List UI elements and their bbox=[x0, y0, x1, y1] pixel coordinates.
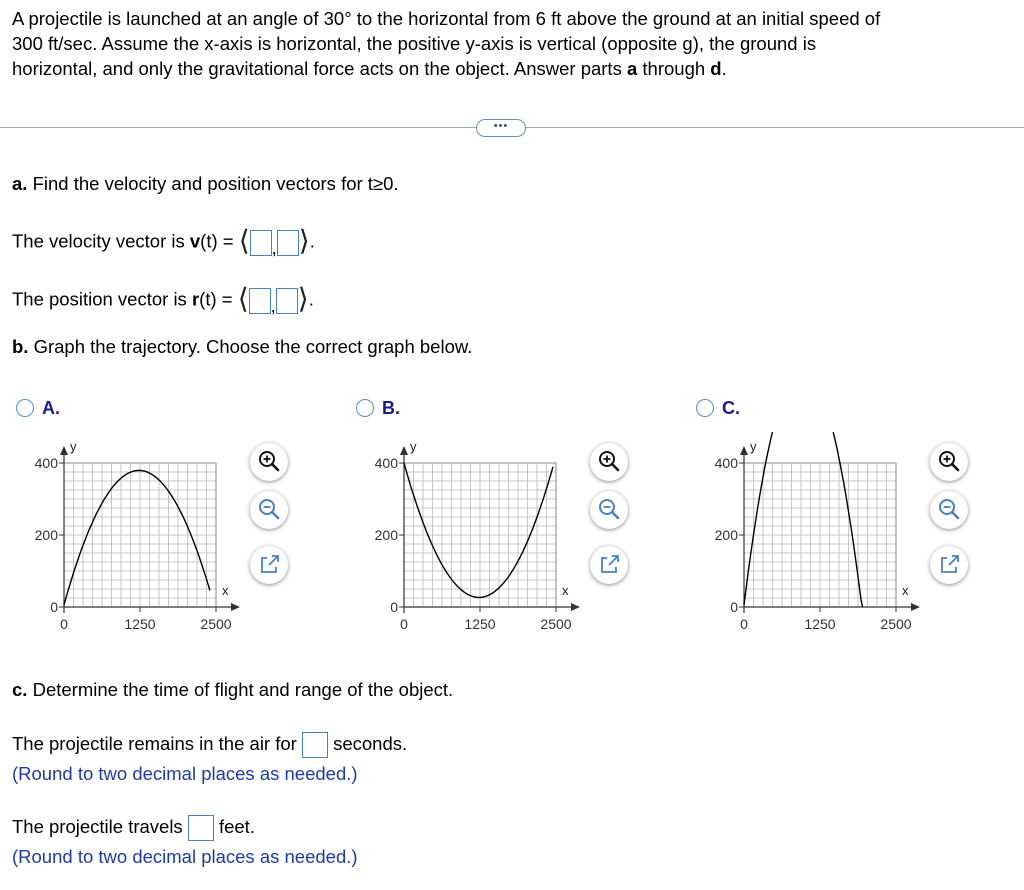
y-tick-label: 200 bbox=[34, 527, 58, 543]
y-tick-label: 400 bbox=[714, 455, 738, 471]
option-a[interactable]: A. bbox=[16, 398, 60, 419]
option-a-radio[interactable] bbox=[16, 399, 34, 417]
show-more-button[interactable]: ••• bbox=[476, 119, 526, 137]
x-tick-label: 2500 bbox=[200, 616, 232, 632]
x-tick-label: 1250 bbox=[464, 616, 496, 632]
pop-out-icon[interactable] bbox=[930, 546, 968, 584]
x-tick-label: 2500 bbox=[540, 616, 572, 632]
pop-out-icon[interactable] bbox=[250, 546, 288, 584]
round-note-2: (Round to two decimal places as needed.) bbox=[12, 846, 358, 867]
y-tick-label: 0 bbox=[390, 599, 398, 615]
zoom-out-icon[interactable] bbox=[250, 491, 288, 529]
range-input[interactable] bbox=[188, 815, 214, 841]
y-tick-label: 0 bbox=[50, 599, 58, 615]
zoom-out-icon[interactable] bbox=[590, 491, 628, 529]
trajectory-curve bbox=[64, 470, 210, 604]
x-tick-label: 1250 bbox=[804, 616, 836, 632]
x-tick-label: 0 bbox=[60, 616, 68, 632]
x-axis-label: x bbox=[902, 583, 909, 598]
y-axis-arrow bbox=[400, 446, 408, 455]
y-tick-label: 400 bbox=[34, 455, 58, 471]
velocity-x-input[interactable] bbox=[250, 230, 272, 256]
x-tick-label: 0 bbox=[400, 616, 408, 632]
time-of-flight-input[interactable] bbox=[302, 732, 328, 758]
position-y-input[interactable] bbox=[276, 288, 298, 314]
part-b-prompt: b. Graph the trajectory. Choose the correct graph below. bbox=[12, 336, 473, 357]
option-c-radio[interactable] bbox=[696, 399, 714, 417]
x-axis-arrow bbox=[231, 603, 240, 611]
graph-a bbox=[24, 432, 254, 647]
problem-statement bbox=[12, 6, 1017, 81]
problem-line-1: A projectile is launched at an angle of 30° to the horizontal from 6 ft above the ground at an initial speed of bbox=[12, 8, 881, 29]
x-axis-label: x bbox=[222, 583, 229, 598]
graph-b bbox=[364, 432, 594, 647]
trajectory-curve bbox=[744, 432, 863, 607]
y-tick-label: 200 bbox=[374, 527, 398, 543]
velocity-y-input[interactable] bbox=[277, 230, 299, 256]
pop-out-icon[interactable] bbox=[590, 546, 628, 584]
graph-c bbox=[704, 432, 934, 647]
velocity-row: The velocity vector is v(t) = ⟨ , ⟩. bbox=[12, 225, 315, 258]
problem-line-2: 300 ft/sec. Assume the x-axis is horizontal, the positive y-axis is vertical (opposite g), the ground is bbox=[12, 33, 817, 54]
x-tick-label: 2500 bbox=[880, 616, 912, 632]
zoom-out-icon[interactable] bbox=[930, 491, 968, 529]
option-c[interactable]: C. bbox=[696, 398, 740, 419]
trajectory-curve bbox=[404, 463, 553, 597]
x-axis-arrow bbox=[911, 603, 920, 611]
zoom-in-icon[interactable] bbox=[930, 443, 968, 481]
part-a-prompt: a. Find the velocity and position vectors for t≥0. bbox=[12, 173, 399, 194]
zoom-in-icon[interactable] bbox=[590, 443, 628, 481]
position-row: The position vector is r(t) = ⟨ , ⟩. bbox=[12, 283, 314, 316]
option-b[interactable]: B. bbox=[356, 398, 400, 419]
y-tick-label: 200 bbox=[714, 527, 738, 543]
y-axis-label: y bbox=[750, 439, 757, 454]
round-note-1: (Round to two decimal places as needed.) bbox=[12, 763, 358, 784]
position-x-input[interactable] bbox=[249, 288, 271, 314]
range-row: The projectile travels feet. bbox=[12, 815, 255, 841]
part-c-prompt: c. Determine the time of flight and range of the object. bbox=[12, 679, 454, 700]
time-row: The projectile remains in the air for seconds. bbox=[12, 732, 407, 758]
option-b-radio[interactable] bbox=[356, 399, 374, 417]
problem-line-3: horizontal, and only the gravitational force acts on the object. Answer parts a through d. bbox=[12, 58, 727, 79]
zoom-in-icon[interactable] bbox=[250, 443, 288, 481]
x-axis-label: x bbox=[562, 583, 569, 598]
x-tick-label: 1250 bbox=[124, 616, 156, 632]
y-axis-arrow bbox=[60, 446, 68, 455]
y-tick-label: 0 bbox=[730, 599, 738, 615]
x-tick-label: 0 bbox=[740, 616, 748, 632]
y-axis-label: y bbox=[410, 439, 417, 454]
y-tick-label: 400 bbox=[374, 455, 398, 471]
y-axis-arrow bbox=[740, 446, 748, 455]
x-axis-arrow bbox=[571, 603, 580, 611]
y-axis-label: y bbox=[70, 439, 77, 454]
